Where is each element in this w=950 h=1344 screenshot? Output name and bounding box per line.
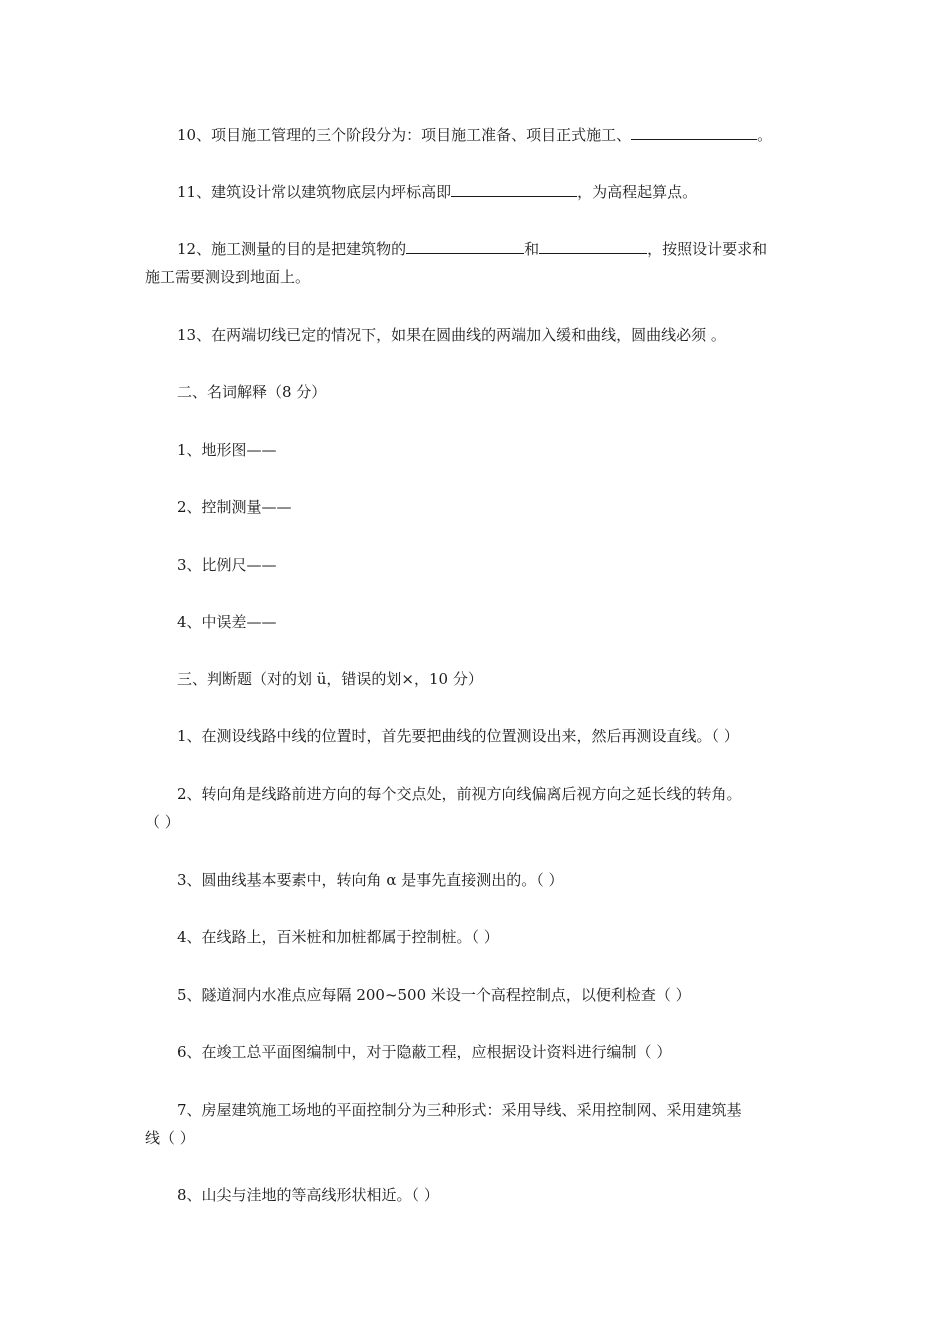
judgment-item xyxy=(145,779,815,809)
section-2-title: 二、名词解释（8 分） xyxy=(177,383,327,401)
section-2-heading xyxy=(145,377,815,407)
judgment-item-text: 8、山尖与洼地的等高线形状相近。（ ） xyxy=(177,1186,439,1204)
q12-end: ，按照设计要求和 xyxy=(647,240,768,258)
question-11 xyxy=(145,177,815,207)
judgment-item xyxy=(145,1095,815,1125)
q10-text: 10、项目施工管理的三个阶段分为：项目施工准备、项目正式施工、 xyxy=(177,126,632,144)
judgment-item-continuation xyxy=(145,1123,815,1153)
judgment-item-continuation xyxy=(145,807,815,837)
term-item-text: 4、中误差—— xyxy=(177,613,277,631)
q12-middle: 和 xyxy=(524,240,540,258)
q13-text: 13、在两端切线已定的情况下，如果在圆曲线的两端加入缓和曲线，圆曲线必须 。 xyxy=(177,326,726,344)
term-item-text: 1、地形图—— xyxy=(177,441,277,459)
judgment-item-text: 1、在测设线路中线的位置时，首先要把曲线的位置测设出来，然后再测设直线。（ ） xyxy=(177,727,739,745)
section-3-heading xyxy=(145,664,815,694)
judgment-item xyxy=(145,721,815,751)
judgment-item xyxy=(145,1180,815,1210)
term-item xyxy=(145,550,815,580)
q11-text: 11、建筑设计常以建筑物底层内坪标高即 xyxy=(177,183,452,201)
judgment-item xyxy=(145,1037,815,1067)
q11-end: ，为高程起算点。 xyxy=(577,183,698,201)
q10-end: 。 xyxy=(757,126,773,144)
q12-text: 12、施工测量的目的是把建筑物的 xyxy=(177,240,407,258)
question-13 xyxy=(145,320,815,350)
judgment-item-continuation-text: （ ） xyxy=(145,813,180,831)
judgment-item-text: 4、在线路上，百米桩和加桩都属于控制桩。（ ） xyxy=(177,928,499,946)
term-item xyxy=(145,607,815,637)
judgment-item-text: 3、圆曲线基本要素中，转向角 α 是事先直接测出的。（ ） xyxy=(177,871,564,889)
question-12-continuation xyxy=(145,262,815,292)
term-item-text: 3、比例尺—— xyxy=(177,556,277,574)
judgment-item-text: 6、在竣工总平面图编制中，对于隐蔽工程，应根据设计资料进行编制（ ） xyxy=(177,1043,672,1061)
judgment-item-continuation-text: 线（ ） xyxy=(145,1129,195,1147)
q11-blank xyxy=(451,180,577,197)
judgment-item-text: 7、房屋建筑施工场地的平面控制分为三种形式：采用导线、采用控制网、采用建筑基 xyxy=(177,1101,742,1119)
term-item-text: 2、控制测量—— xyxy=(177,498,292,516)
q10-blank xyxy=(631,123,757,140)
judgment-item-text: 5、隧道洞内水准点应每隔 200~500 米设一个高程控制点，以便利检查（ ） xyxy=(177,986,691,1004)
section-3-title: 三、判断题（对的划 ü，错误的划×，10 分） xyxy=(177,670,483,688)
question-10 xyxy=(145,120,815,150)
q12-blank-2 xyxy=(539,237,647,254)
term-item xyxy=(145,492,815,522)
judgment-item xyxy=(145,865,815,895)
judgment-item xyxy=(145,980,815,1010)
question-12 xyxy=(145,234,815,264)
judgment-item xyxy=(145,922,815,952)
q12-blank-1 xyxy=(406,237,524,254)
judgment-item-text: 2、转向角是线路前进方向的每个交点处，前视方向线偏离后视方向之延长线的转角。 xyxy=(177,785,742,803)
q12-continuation: 施工需要测设到地面上。 xyxy=(145,268,311,286)
term-item xyxy=(145,435,815,465)
